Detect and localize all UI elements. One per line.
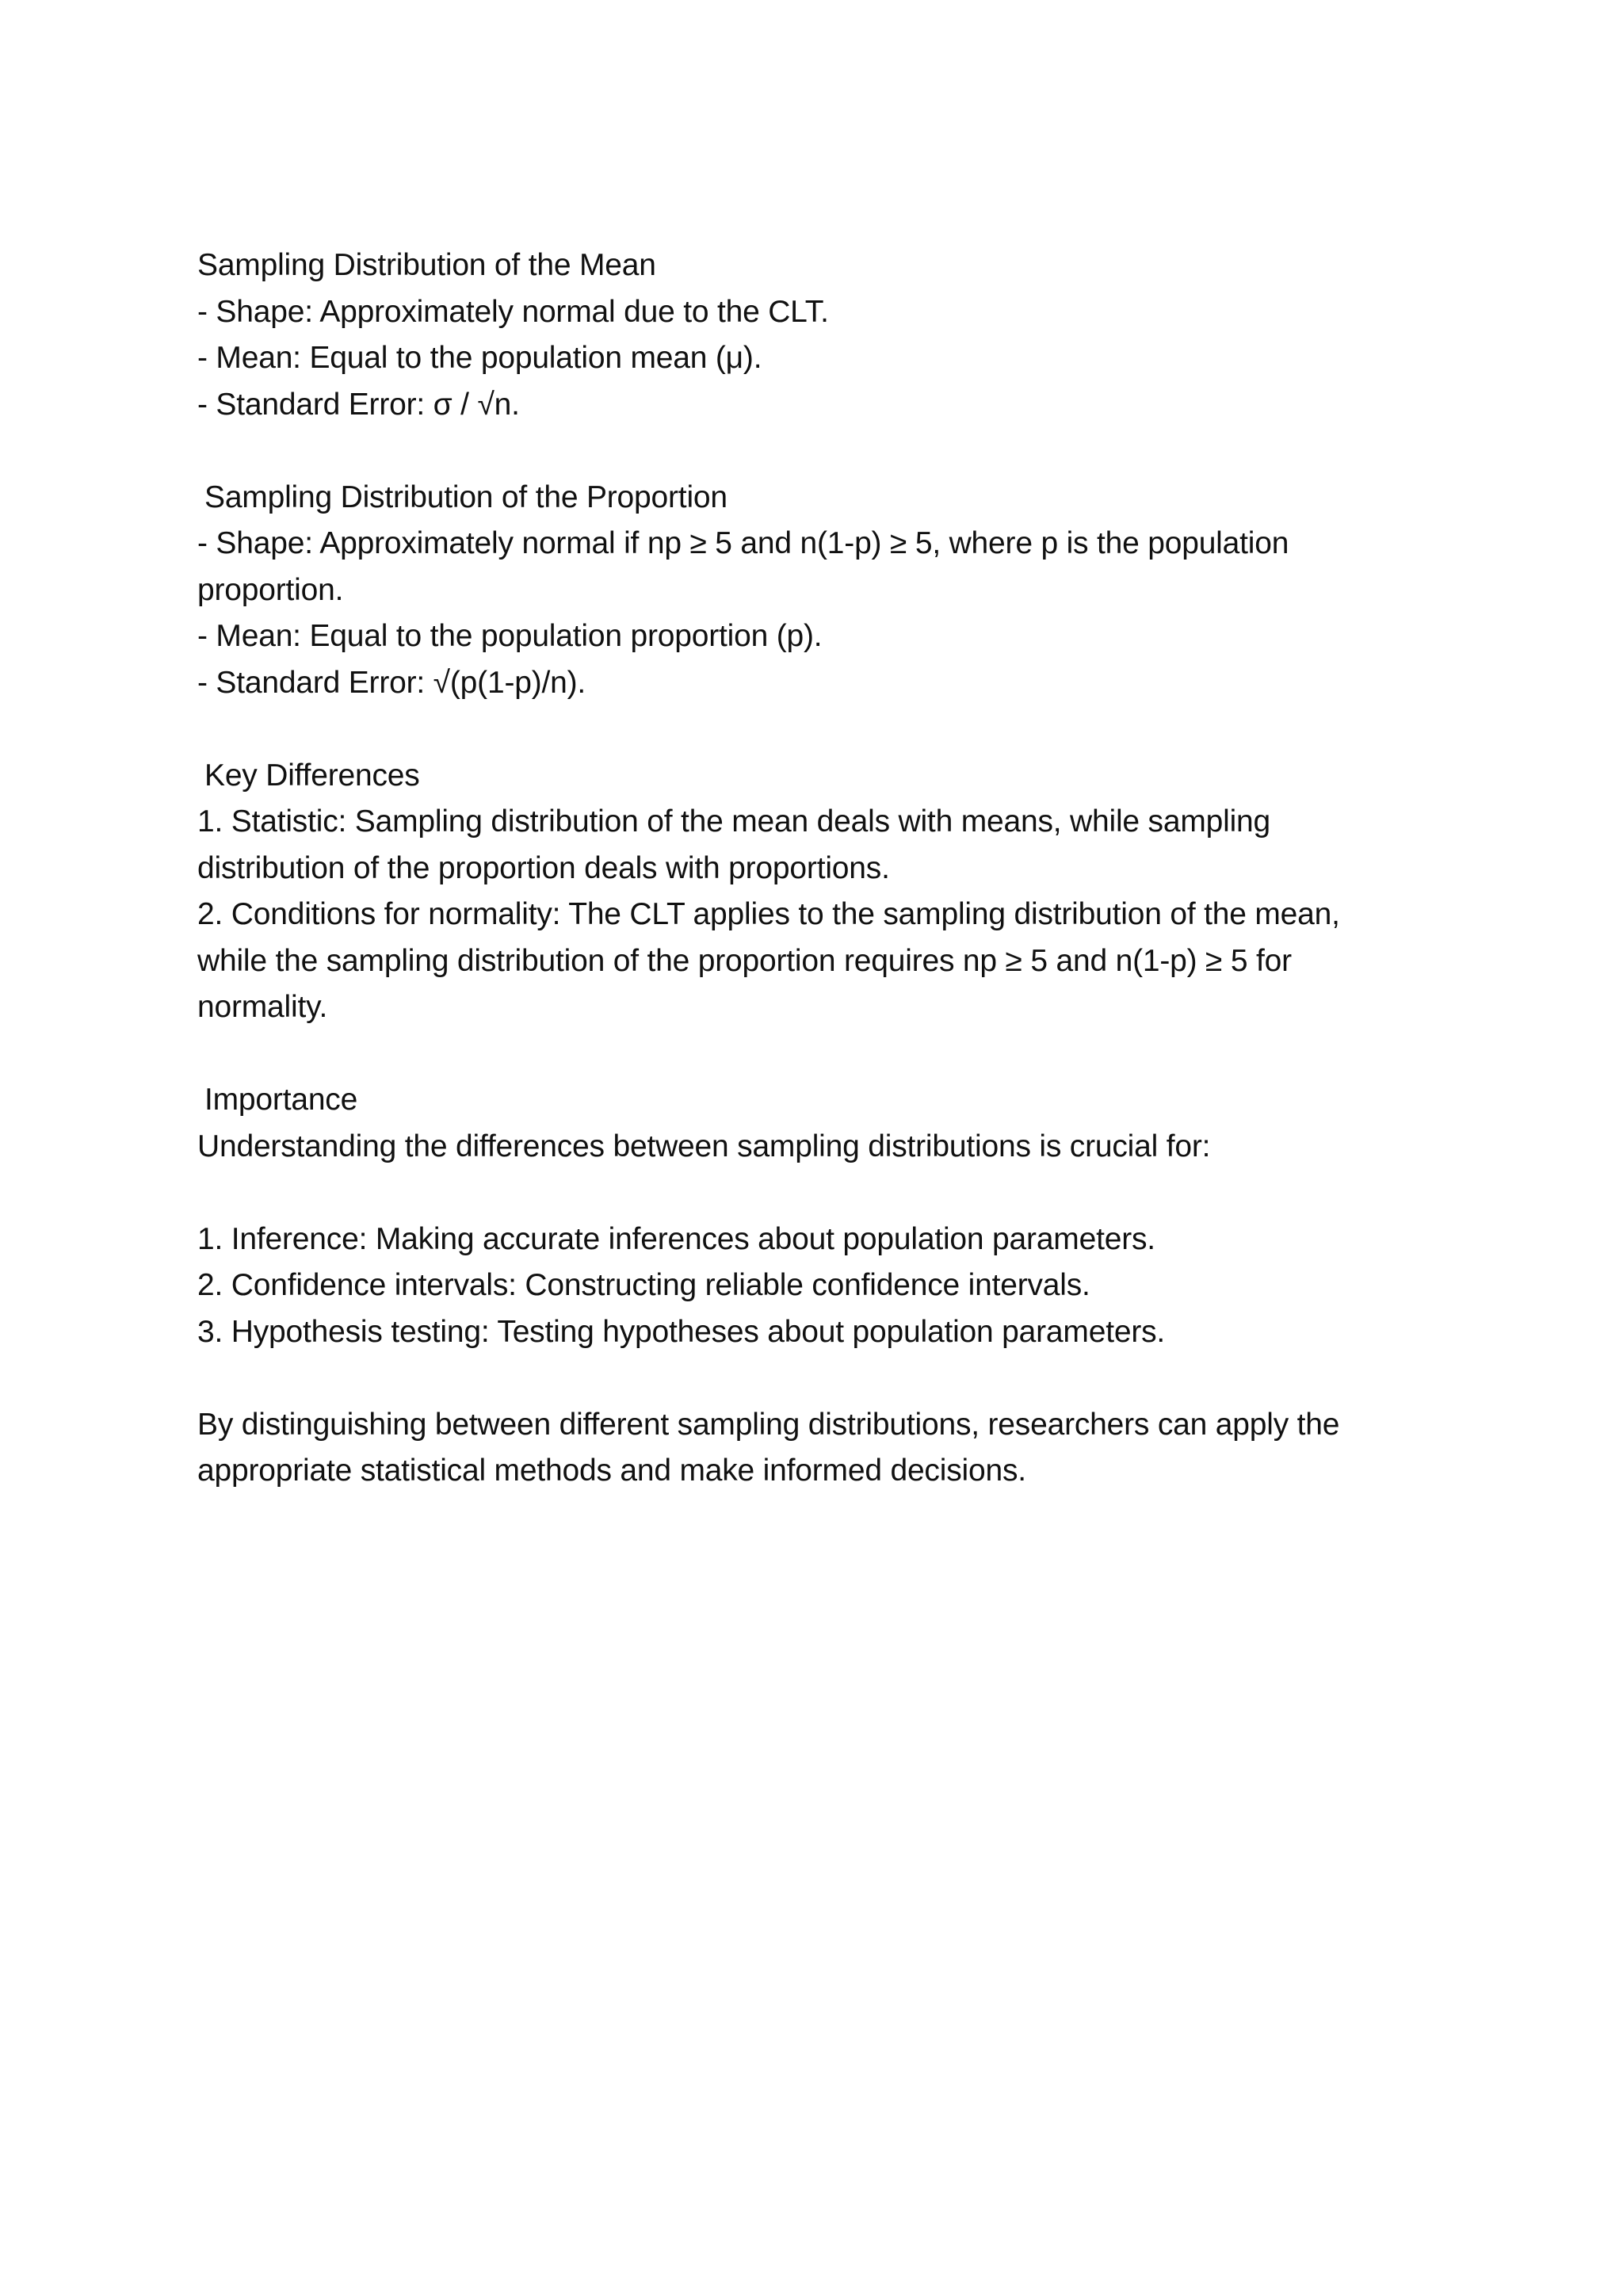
difference-item-2-line3: normality. <box>197 990 328 1024</box>
mean-shape-text: - Shape: Approximately normal due to the CLT. <box>197 294 829 329</box>
proportion-standard-error-text: - Standard Error: √(p(1-p)/n). <box>197 665 586 700</box>
proportion-shape-text-line1: - Shape: Approximately normal if np ≥ 5 and n(1-p) ≥ 5, where p is the population <box>197 526 1289 560</box>
differences-section-heading: Key Differences <box>204 758 420 793</box>
paragraph-spacer <box>197 1031 1449 1078</box>
mean-section-heading: Sampling Distribution of the Mean <box>197 248 656 282</box>
proportion-mean-text: - Mean: Equal to the population proportion (p). <box>197 619 823 653</box>
mean-standard-error-text: - Standard Error: σ / √n. <box>197 387 520 422</box>
mean-mean-text: - Mean: Equal to the population mean (μ). <box>197 341 762 375</box>
importance-section-heading: Importance <box>204 1083 358 1117</box>
difference-item-2-line1: 2. Conditions for normality: The CLT applies to the sampling distribution of the mean, <box>197 897 1340 931</box>
importance-list-item: 1. Inference: Making accurate inferences about population parameters. <box>197 1221 1155 1256</box>
proportion-shape-text-line2: proportion. <box>197 572 344 607</box>
paragraph-spacer <box>197 428 1449 475</box>
difference-item-1-line1: 1. Statistic: Sampling distribution of the mean deals with means, while sampling <box>197 804 1271 839</box>
difference-item-2-line2: while the sampling distribution of the proportion requires np ≥ 5 and n(1-p) ≥ 5 for <box>197 943 1292 978</box>
importance-list-item: 3. Hypothesis testing: Testing hypotheses about population parameters. <box>197 1314 1166 1349</box>
conclusion-text-line2: appropriate statistical methods and make informed decisions. <box>197 1454 1026 1488</box>
difference-item-1-line2: distribution of the proportion deals with proportions. <box>197 850 890 885</box>
paragraph-spacer <box>197 706 1449 753</box>
importance-intro-text: Understanding the differences between sampling distributions is crucial for: <box>197 1129 1211 1163</box>
conclusion-text-line1: By distinguishing between different sampling distributions, researchers can apply the <box>197 1407 1340 1442</box>
importance-list-item: 2. Confidence intervals: Constructing reliable confidence intervals. <box>197 1268 1090 1302</box>
paragraph-spacer <box>197 1355 1449 1402</box>
document-body <box>197 243 1449 1495</box>
proportion-section-heading: Sampling Distribution of the Proportion <box>204 479 727 514</box>
paragraph-spacer <box>197 1170 1449 1217</box>
